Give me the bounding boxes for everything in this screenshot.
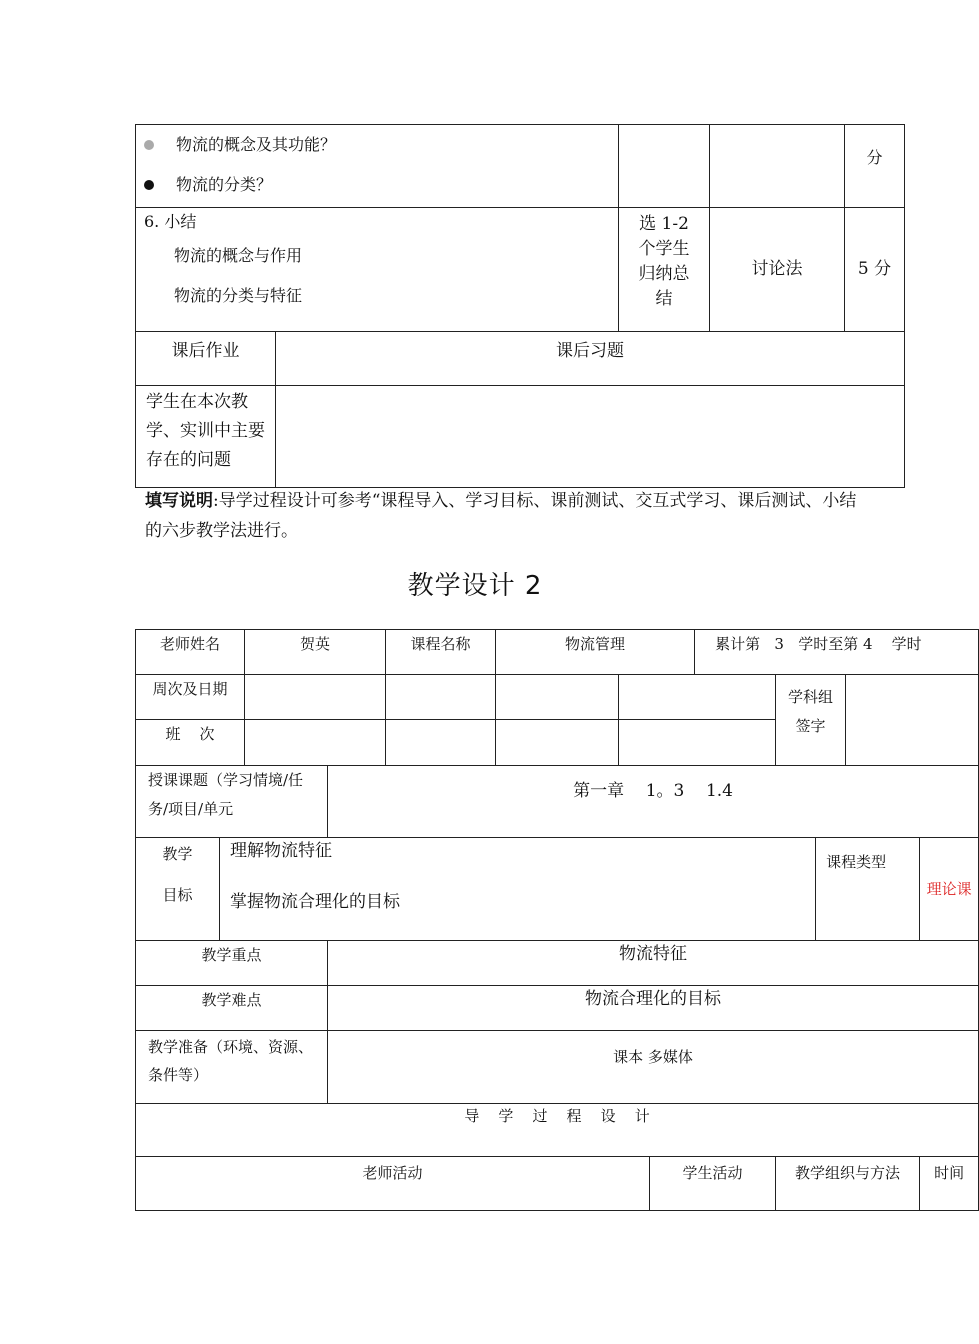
header-method: 教学组织与方法 — [776, 1157, 920, 1211]
summary-cell — [136, 208, 619, 332]
week-cell — [245, 675, 386, 720]
process-heading: 导 学 过 程 设 计 — [136, 1104, 979, 1157]
problems-value — [276, 386, 905, 488]
key-label: 教学重点 — [136, 941, 328, 986]
topic-label: 授课课题（学习情境/任务/项目/单元 — [136, 766, 328, 838]
student-activity-cell — [619, 125, 710, 208]
sign-value — [846, 675, 979, 766]
bullet-item: 物流的概念及其功能？ — [136, 125, 618, 165]
goal-values — [220, 838, 816, 941]
difficulty-value: 物流合理化的目标 — [328, 986, 979, 1031]
activity-cell — [136, 125, 619, 208]
week-label: 周次及日期 — [136, 675, 245, 720]
lesson-table-continued — [135, 124, 905, 488]
hours-value: 累计第 3 学时至第 4 学时 — [695, 630, 979, 675]
header-time: 时间 — [920, 1157, 979, 1211]
homework-label: 课后作业 — [136, 332, 276, 386]
goal-item: 理解物流特征 — [230, 841, 332, 862]
fill-instructions: 填写说明:导学过程设计可参考“课程导入、学习目标、课前测试、交互式学习、课后测试、小结的六步教学法进行。 — [145, 491, 857, 541]
type-value: 理论课 — [920, 838, 979, 941]
homework-value: 课后习题 — [276, 332, 905, 386]
time-cell: 分 — [845, 125, 905, 208]
teacher-label: 老师姓名 — [136, 630, 245, 675]
difficulty-label: 教学难点 — [136, 986, 328, 1031]
key-value: 物流特征 — [328, 941, 979, 986]
bullet-item: 物流的分类？ — [136, 165, 618, 205]
class-cell — [496, 720, 619, 766]
lesson-design-table — [135, 629, 979, 1211]
goal-label: 教学 目标 — [136, 838, 220, 941]
page-title: 教学设计 2 — [407, 571, 543, 601]
method-cell: 讨论法 — [710, 208, 845, 332]
week-cell — [619, 675, 776, 720]
summary-line: 物流的分类与特征 — [174, 286, 303, 306]
goal-item: 掌握物流合理化的目标 — [230, 892, 400, 913]
prep-value: 课本 多媒体 — [328, 1031, 979, 1104]
header-teacher-activity: 老师活动 — [136, 1157, 650, 1211]
bullet-dot-icon — [144, 140, 154, 150]
header-student-activity: 学生活动 — [650, 1157, 776, 1211]
week-cell — [496, 675, 619, 720]
sign-label: 学科组签字 — [776, 675, 846, 766]
class-cell — [386, 720, 496, 766]
class-label: 班 次 — [136, 720, 245, 766]
teacher-value: 贺英 — [245, 630, 386, 675]
time-cell: 5 分 — [845, 208, 905, 332]
problems-label: 学生在本次教学、实训中主要存在的问题 — [136, 386, 276, 488]
bullet-dot-icon — [144, 180, 154, 190]
prep-label: 教学准备（环境、资源、条件等） — [136, 1031, 328, 1104]
course-label: 课程名称 — [386, 630, 496, 675]
summary-heading: 6. 小结 — [144, 212, 197, 232]
type-label: 课程类型 — [816, 838, 920, 941]
week-cell — [386, 675, 496, 720]
method-cell — [710, 125, 845, 208]
student-activity-cell: 选 1-2 个学生归纳总结 — [619, 208, 710, 332]
class-cell — [619, 720, 776, 766]
summary-line: 物流的概念与作用 — [174, 246, 303, 266]
course-value: 物流管理 — [496, 630, 695, 675]
topic-value: 第一章 1。3 1.4 — [328, 766, 979, 838]
class-cell — [245, 720, 386, 766]
